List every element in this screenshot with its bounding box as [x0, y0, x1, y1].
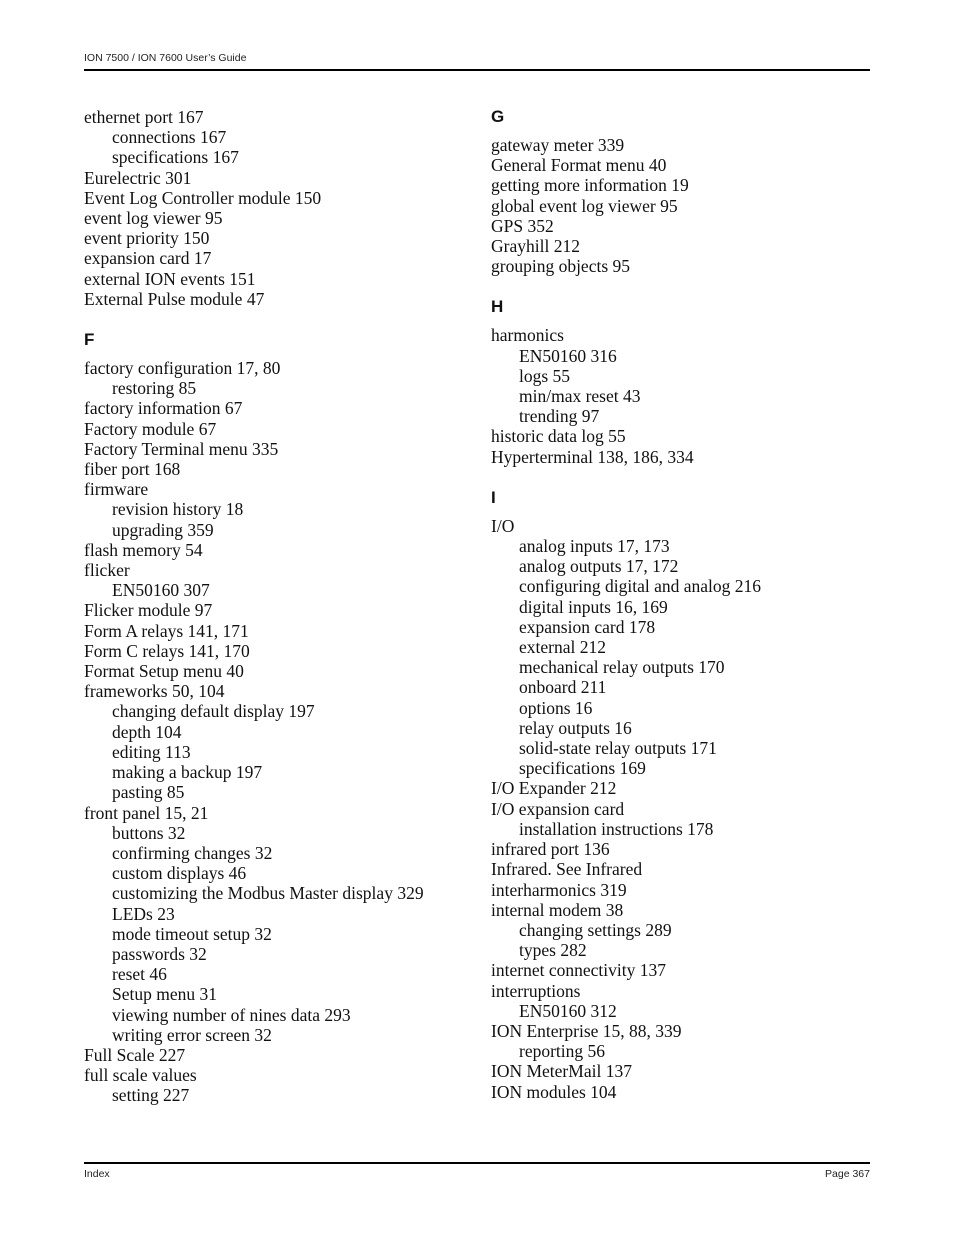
index-column-right — [491, 107, 871, 1102]
index-entry: Form A relays 141, 171 — [84, 620, 249, 641]
index-entry: getting more information 19 — [491, 175, 689, 196]
index-subentry: buttons 32 — [112, 822, 186, 843]
index-entry: global event log viewer 95 — [491, 195, 678, 216]
index-entry: Full Scale 227 — [84, 1044, 186, 1065]
index-entry: event priority 150 — [84, 228, 210, 249]
index-entry: Infrared. See Infrared — [491, 859, 643, 880]
index-subentry: writing error screen 32 — [112, 1024, 272, 1045]
index-subentry: Setup menu 31 — [112, 984, 217, 1005]
index-letter-heading: H — [491, 297, 504, 317]
index-entry: frameworks 50, 104 — [84, 681, 225, 702]
index-entry: expansion card 17 — [84, 248, 212, 269]
index-subentry: LEDs 23 — [112, 903, 175, 924]
index-subentry: specifications 167 — [112, 147, 239, 168]
index-entry: Flicker module 97 — [84, 600, 213, 621]
index-subentry: EN50160 307 — [112, 580, 210, 601]
index-entry: interharmonics 319 — [491, 879, 627, 900]
index-subentry: upgrading 359 — [112, 519, 214, 540]
index-entry: Grayhill 212 — [491, 236, 580, 257]
index-subentry: changing settings 289 — [519, 919, 672, 940]
index-subentry: reset 46 — [112, 964, 167, 985]
index-entry: factory information 67 — [84, 398, 243, 419]
index-subentry: digital inputs 16, 169 — [519, 596, 668, 617]
index-entry: Eurelectric 301 — [84, 167, 192, 188]
index-entry: harmonics — [491, 325, 564, 346]
index-letter-heading: I — [491, 487, 496, 507]
index-subentry: revision history 18 — [112, 499, 244, 520]
index-subentry: pasting 85 — [112, 782, 185, 803]
index-subentry: depth 104 — [112, 721, 182, 742]
index-entry: fiber port 168 — [84, 459, 181, 480]
index-entry: external ION events 151 — [84, 268, 256, 289]
index-subentry: making a backup 197 — [112, 762, 263, 783]
index-subentry: EN50160 312 — [519, 1000, 617, 1021]
index-subentry: passwords 32 — [112, 943, 207, 964]
index-subentry: reporting 56 — [519, 1041, 606, 1062]
index-entry: event log viewer 95 — [84, 208, 223, 229]
index-subentry: installation instructions 178 — [519, 818, 714, 839]
index-entry: interruptions — [491, 980, 581, 1001]
index-subentry: restoring 85 — [112, 378, 197, 399]
index-subentry: editing 113 — [112, 741, 191, 762]
index-entry: I/O — [491, 515, 515, 536]
footer-rule — [84, 1162, 870, 1164]
index-subentry: analog inputs 17, 173 — [519, 536, 670, 557]
index-entry: Event Log Controller module 150 — [84, 187, 322, 208]
index-subentry: trending 97 — [519, 406, 600, 427]
page-number: Page 367 — [825, 1168, 870, 1180]
running-header: ION 7500 / ION 7600 User’s Guide — [84, 52, 247, 64]
index-entry: factory configuration 17, 80 — [84, 358, 281, 379]
index-subentry: EN50160 316 — [519, 345, 617, 366]
index-subentry: solid-state relay outputs 171 — [519, 738, 717, 759]
index-entry: Hyperterminal 138, 186, 334 — [491, 446, 694, 467]
index-entry: External Pulse module 47 — [84, 288, 265, 309]
index-entry: full scale values — [84, 1065, 197, 1086]
index-letter-heading: F — [84, 330, 95, 350]
index-entry: internal modem 38 — [491, 899, 624, 920]
index-letter-heading: G — [491, 107, 505, 126]
index-entry: gateway meter 339 — [491, 135, 625, 155]
footer-section-label: Index — [84, 1168, 110, 1180]
index-subentry: specifications 169 — [519, 758, 646, 779]
index-subentry: relay outputs 16 — [519, 717, 632, 738]
index-subentry: custom displays 46 — [112, 863, 247, 884]
index-entry: I/O Expander 212 — [491, 778, 617, 799]
index-entry: ION Enterprise 15, 88, 339 — [491, 1020, 682, 1041]
index-entry: firmware — [84, 479, 149, 500]
index-subentry: expansion card 178 — [519, 616, 656, 637]
index-entry: Factory Terminal menu 335 — [84, 438, 279, 459]
index-subentry: changing default display 197 — [112, 701, 315, 722]
index-subentry: logs 55 — [519, 365, 571, 386]
index-subentry: configuring digital and analog 216 — [519, 576, 762, 597]
index-subentry: external 212 — [519, 637, 606, 658]
index-entry: ION MeterMail 137 — [491, 1061, 632, 1082]
index-subentry: options 16 — [519, 697, 593, 718]
index-subentry: mechanical relay outputs 170 — [519, 657, 725, 678]
index-subentry: onboard 211 — [519, 677, 607, 698]
index-entry: I/O expansion card — [491, 798, 625, 819]
index-entry: flicker — [84, 560, 130, 581]
index-subentry: viewing number of nines data 293 — [112, 1004, 351, 1025]
index-subentry: mode timeout setup 32 — [112, 923, 272, 944]
index-entry: Format Setup menu 40 — [84, 661, 244, 682]
index-entry: infrared port 136 — [491, 839, 610, 860]
index-subentry: confirming changes 32 — [112, 842, 273, 863]
index-entry: grouping objects 95 — [491, 256, 631, 277]
index-entry: historic data log 55 — [491, 426, 626, 447]
index-column-left — [84, 107, 474, 1106]
index-entry: ION modules 104 — [491, 1081, 617, 1102]
index-entry: Form C relays 141, 170 — [84, 640, 250, 661]
index-entry: internet connectivity 137 — [491, 960, 666, 981]
index-entry: General Format menu 40 — [491, 155, 667, 176]
index-subentry: min/max reset 43 — [519, 386, 641, 407]
index-subentry: setting 227 — [112, 1085, 190, 1106]
index-subentry: customizing the Modbus Master display 329 — [112, 883, 424, 904]
index-entry: front panel 15, 21 — [84, 802, 209, 823]
index-entry: ethernet port 167 — [84, 107, 204, 127]
index-subentry: connections 167 — [112, 127, 227, 148]
index-subentry: analog outputs 17, 172 — [519, 556, 679, 577]
index-entry: Factory module 67 — [84, 418, 217, 439]
index-subentry: types 282 — [519, 940, 587, 961]
index-entry: flash memory 54 — [84, 539, 203, 560]
header-rule — [84, 69, 870, 71]
index-entry: GPS 352 — [491, 215, 554, 236]
